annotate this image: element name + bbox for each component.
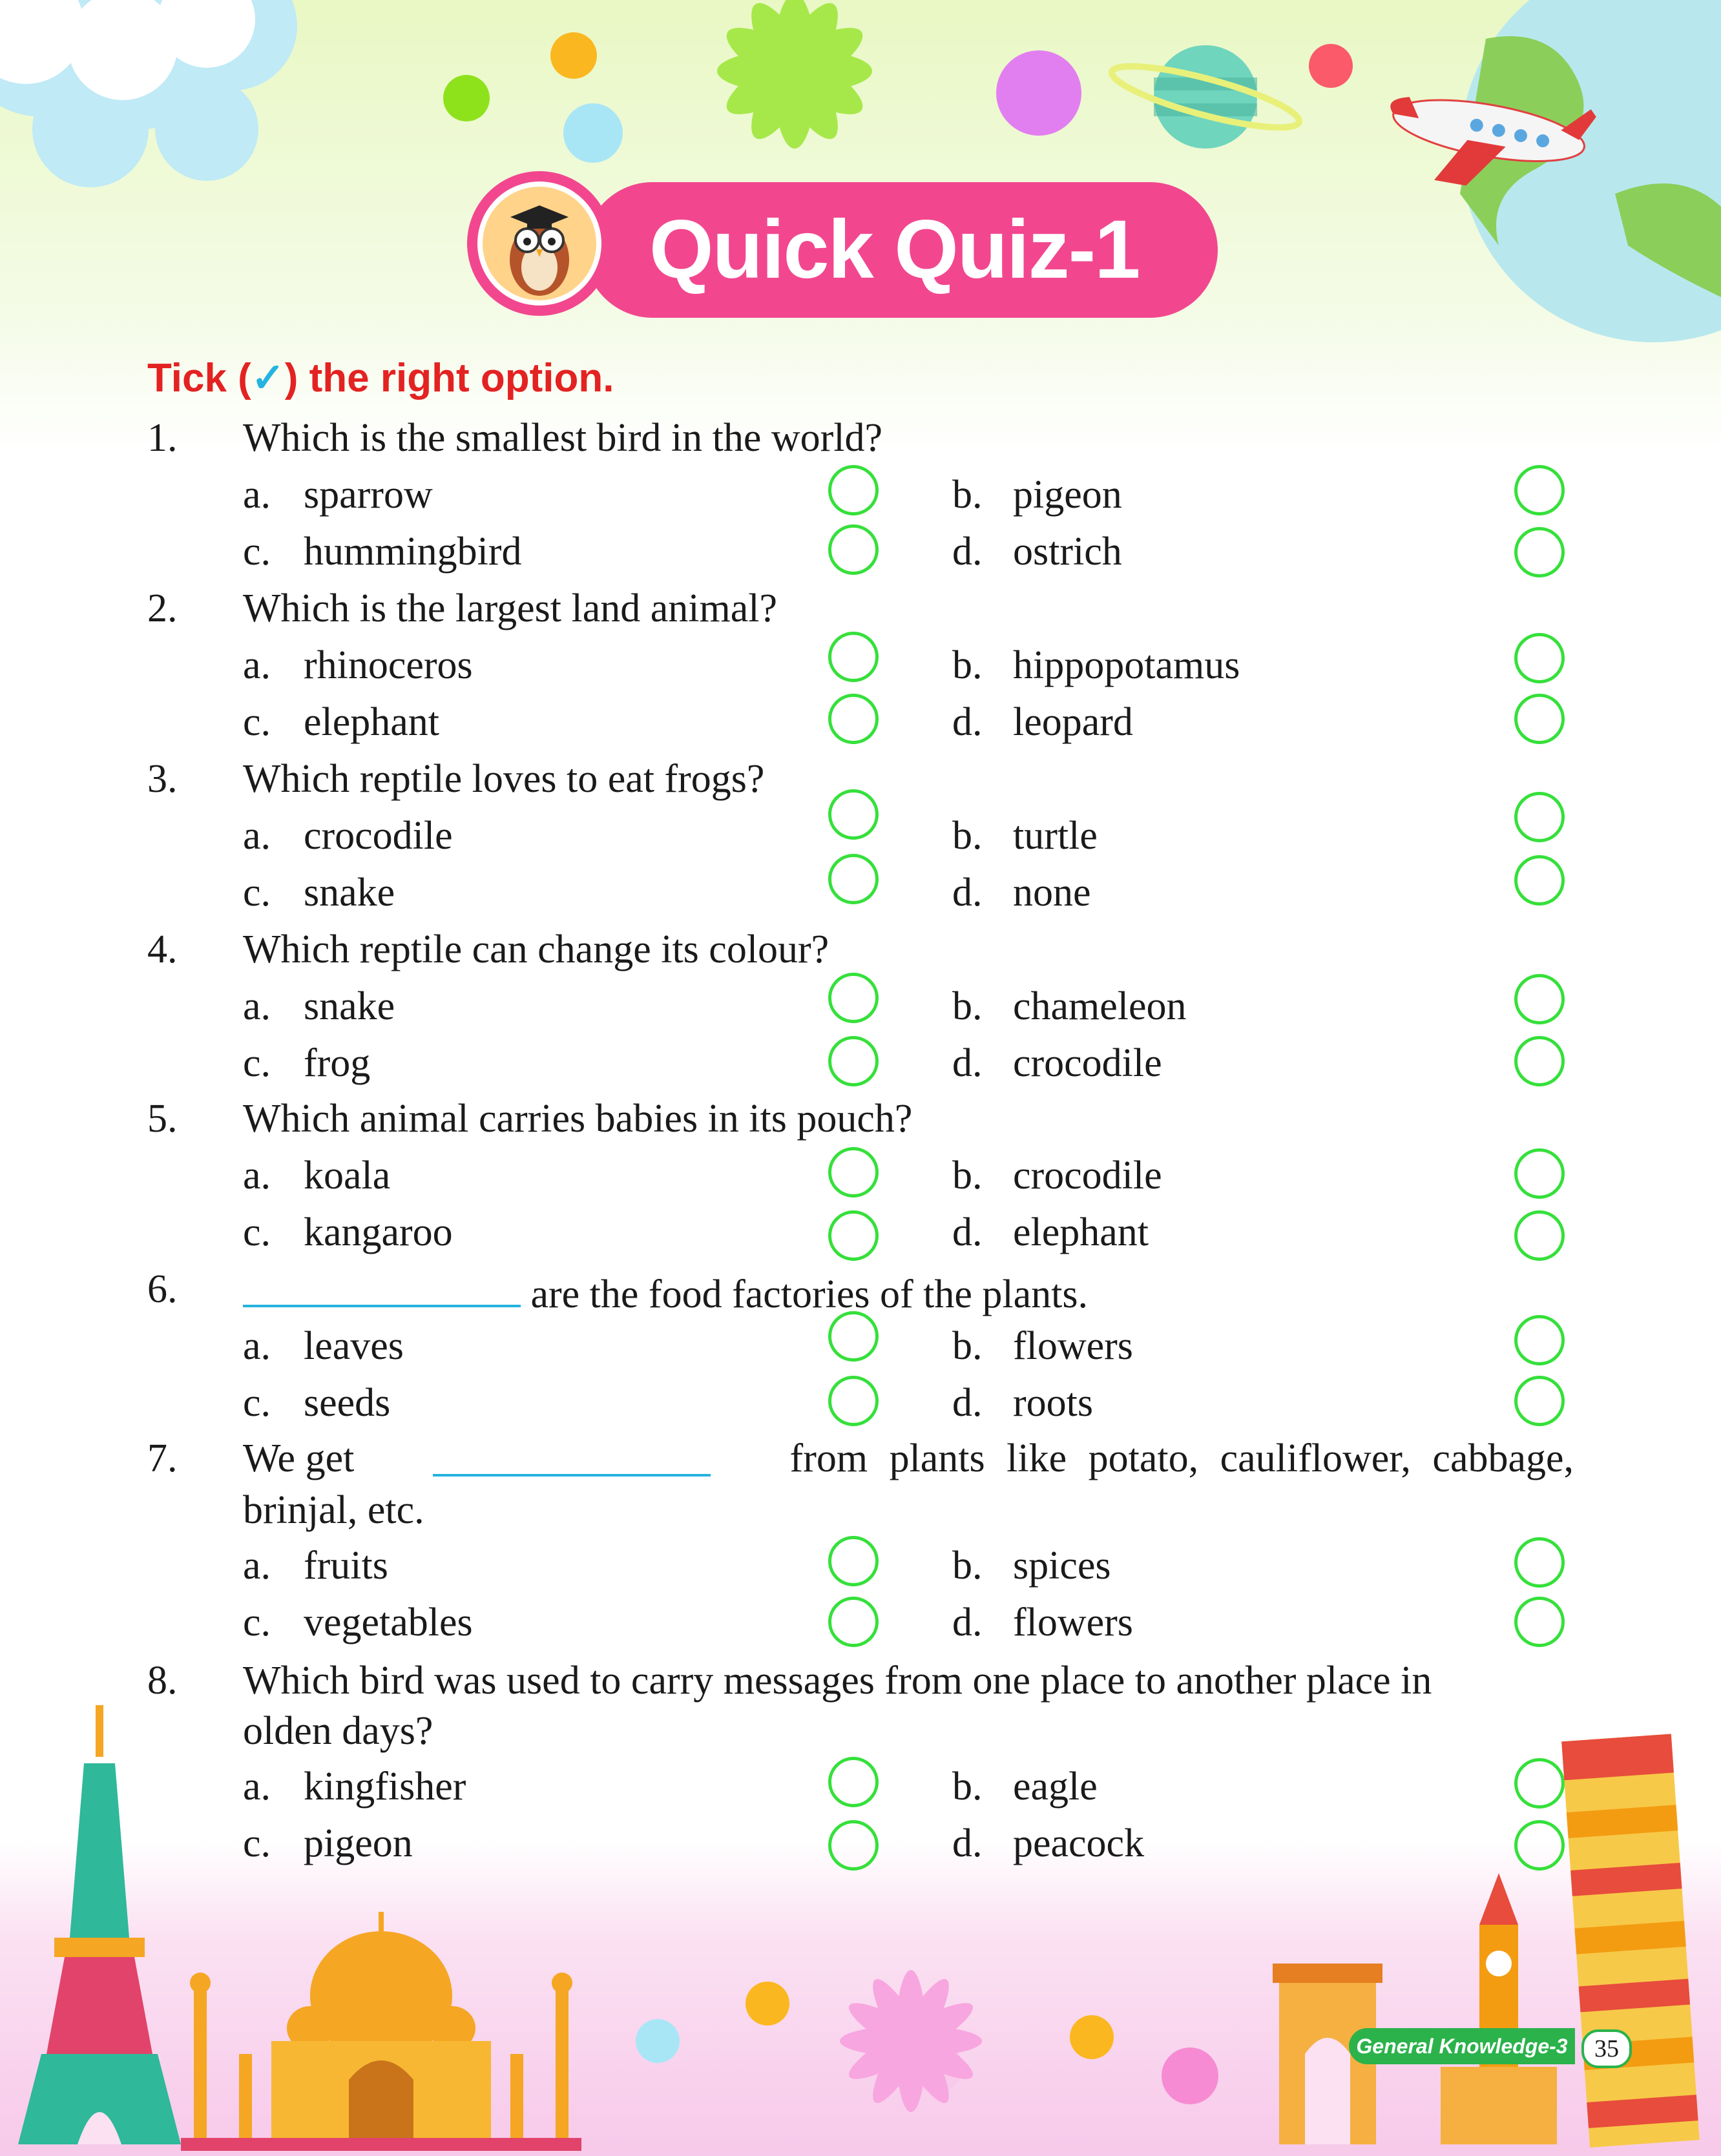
option-a: a. kingfisher [243, 1765, 466, 1809]
option-d: d. none [952, 871, 1091, 915]
question-6 [0, 1263, 1721, 1315]
question-text-line2: olden days? [243, 1709, 433, 1753]
option-c: c. vegetables [243, 1601, 473, 1644]
book-title-tab: General Knowledge-3 [1349, 2028, 1575, 2064]
question-2 [0, 583, 1721, 634]
answer-circle-3a[interactable] [828, 789, 879, 840]
answer-circle-4d[interactable] [1514, 1036, 1565, 1086]
question-number: 5. [147, 1097, 178, 1141]
answer-circle-1a[interactable] [828, 465, 879, 515]
answer-circle-2d[interactable] [1514, 694, 1565, 744]
option-c: c. seeds [243, 1381, 391, 1425]
answer-circle-7c[interactable] [828, 1597, 879, 1647]
answer-circle-6d[interactable] [1514, 1376, 1565, 1426]
option-d: d. elephant [952, 1210, 1149, 1254]
option-b: b. eagle [952, 1765, 1098, 1809]
question-number: 6. [147, 1267, 178, 1311]
question-number: 4. [147, 928, 178, 971]
question-text: Which animal carries babies in its pouch? [243, 1097, 913, 1141]
answer-circle-3c[interactable] [828, 854, 879, 904]
option-a: a. leaves [243, 1324, 404, 1368]
answer-circle-2a[interactable] [828, 632, 879, 682]
leaning-tower-icon [1561, 1734, 1700, 2148]
owl-emblem-icon [465, 169, 614, 318]
instruction-text: Tick (✓) the right option. [147, 356, 614, 400]
question-5 [0, 1093, 1721, 1145]
answer-circle-1d[interactable] [1514, 527, 1565, 577]
option-a: a. crocodile [243, 814, 453, 858]
option-d: d. roots [952, 1381, 1093, 1425]
option-c: c. elephant [243, 700, 440, 744]
question-7 [0, 1433, 1721, 1484]
option-c: c. frog [243, 1041, 371, 1085]
option-d: d. flowers [952, 1601, 1133, 1644]
question-number: 7. [147, 1436, 178, 1480]
question-text-line2: brinjal, etc. [243, 1488, 424, 1532]
answer-circle-2b[interactable] [1514, 633, 1565, 683]
answer-circle-6b[interactable] [1514, 1315, 1565, 1365]
option-b: b. flowers [952, 1324, 1133, 1368]
question-1 [0, 412, 1721, 464]
question-4 [0, 924, 1721, 975]
answer-circle-4a[interactable] [828, 973, 879, 1023]
option-d: d. peacock [952, 1821, 1145, 1865]
answer-circle-4b[interactable] [1514, 974, 1565, 1024]
answer-circle-2c[interactable] [828, 694, 879, 744]
footer-illustration [0, 1692, 1721, 2156]
page-number: 35 [1581, 2029, 1632, 2068]
option-b: b. spices [952, 1544, 1111, 1588]
question-number: 3. [147, 757, 178, 801]
taj-mahal-icon [181, 1912, 581, 2151]
question-text: Which is the smallest bird in the world? [243, 416, 883, 460]
clock-tower-icon [1441, 1873, 1557, 2144]
answer-circle-7a[interactable] [828, 1536, 879, 1586]
question-text: Which bird was used to carry messages from one place to another place in [243, 1659, 1432, 1703]
option-b: b. hippopotamus [952, 643, 1240, 687]
option-a: a. sparrow [243, 473, 433, 517]
option-b: b. pigeon [952, 473, 1122, 517]
answer-circle-6a[interactable] [828, 1311, 879, 1362]
question-text: Which is the largest land animal? [243, 586, 777, 630]
answer-circle-5a[interactable] [828, 1147, 879, 1197]
answer-circle-7d[interactable] [1514, 1597, 1565, 1647]
question-text: are the food factories of the plants. [530, 1272, 1088, 1316]
option-c: c. snake [243, 871, 395, 915]
answer-circle-5c[interactable] [828, 1210, 879, 1261]
eiffel-tower-icon [18, 1705, 181, 2144]
option-d: d. crocodile [952, 1041, 1162, 1085]
option-a: a. rhinoceros [243, 643, 473, 687]
question-number: 2. [147, 586, 178, 630]
page-title: Quick Quiz-1 [585, 182, 1218, 318]
option-c: c. pigeon [243, 1821, 413, 1865]
question-text-before: We get [243, 1436, 355, 1480]
question-number: 1. [147, 416, 178, 460]
tick-icon: ✓ [251, 356, 285, 400]
answer-circle-4c[interactable] [828, 1036, 879, 1086]
option-a: a. snake [243, 984, 395, 1028]
option-b: b. chameleon [952, 984, 1187, 1028]
question-7-line2 [0, 1484, 1721, 1536]
question-text: Which reptile loves to eat frogs? [243, 757, 765, 801]
question-text-after: from plants like potato, cauliflower, cabbage, [789, 1436, 1574, 1480]
answer-circle-5b[interactable] [1514, 1148, 1565, 1199]
answer-circle-5d[interactable] [1514, 1210, 1565, 1261]
option-c: c. kangaroo [243, 1210, 453, 1254]
answer-circle-6c[interactable] [828, 1376, 879, 1426]
option-c: c. hummingbird [243, 530, 522, 574]
option-b: b. turtle [952, 814, 1098, 858]
question-number: 8. [147, 1659, 178, 1703]
answer-circle-3d[interactable] [1514, 855, 1565, 906]
option-a: a. koala [243, 1154, 391, 1197]
question-text: Which reptile can change its colour? [243, 928, 829, 971]
option-d: d. ostrich [952, 530, 1122, 574]
option-b: b. crocodile [952, 1154, 1162, 1197]
answer-circle-3b[interactable] [1514, 792, 1565, 842]
fill-in-blank[interactable] [243, 1263, 521, 1307]
answer-circle-7b[interactable] [1514, 1537, 1565, 1588]
answer-circle-1b[interactable] [1514, 465, 1565, 515]
option-d: d. leopard [952, 700, 1133, 744]
option-a: a. fruits [243, 1544, 388, 1588]
fill-in-blank[interactable] [433, 1433, 711, 1477]
answer-circle-1c[interactable] [828, 524, 879, 575]
